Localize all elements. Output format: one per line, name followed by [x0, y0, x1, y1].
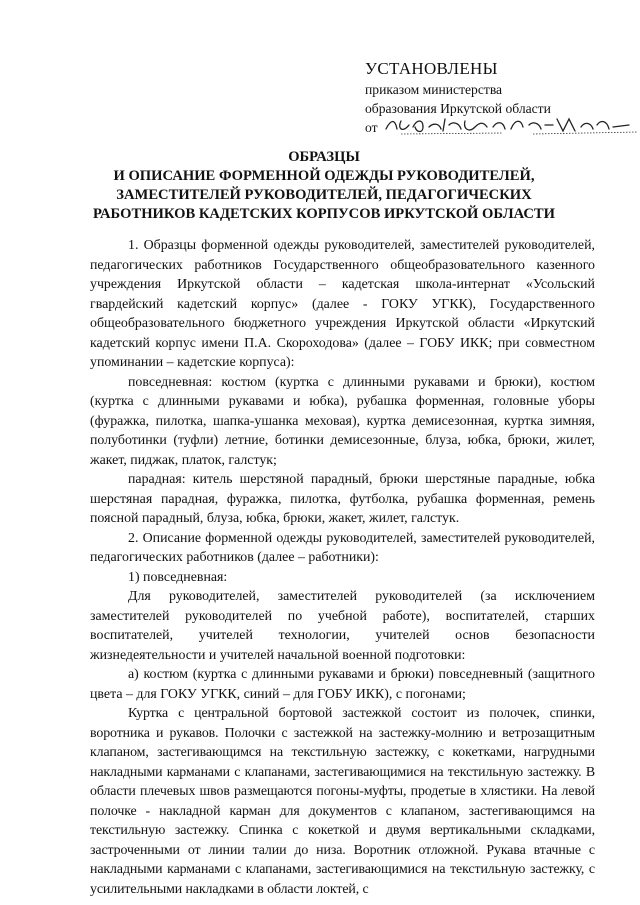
approval-heading: УСТАНОВЛЕНЫ [365, 59, 498, 78]
approval-block [365, 58, 635, 137]
title-line-3: ЗАМЕСТИТЕЛЕЙ РУКОВОДИТЕЛЕЙ, ПЕДАГОГИЧЕСКИХ [116, 187, 532, 203]
paragraph: повседневная: костюм (куртка с длинными рукавами и брюки), костюм (куртка с длинными рукавами и юбка), рубашка форменная, головные уборы (фуражка, пилотка, шапка-ушанка меховая), куртка демисезонная, куртка зимняя, полуботинки (туфли) летние, ботинки демисезонные, блуза, юбка, брюки, жилет, жакет, пиджак, платок, галстук; [90, 374, 595, 468]
document-title [80, 148, 568, 224]
title-line-2: И ОПИСАНИЕ ФОРМЕННОЙ ОДЕЖДЫ РУКОВОДИТЕЛЕЙ, [113, 168, 535, 184]
approval-line-1: приказом министерства [365, 82, 503, 97]
paragraph: 2. Описание форменной одежды руководителей, заместителей руководителей, педагогических работников (далее – работники): [90, 530, 595, 565]
approval-from-prefix: от [365, 120, 378, 135]
title-line-4: РАБОТНИКОВ КАДЕТСКИХ КОРПУСОВ ИРКУТСКОЙ ОБЛАСТИ [92, 206, 556, 222]
approval-line-2: образования Иркутской области [365, 101, 551, 116]
paragraph: а) костюм (куртка с длинными рукавами и брюки) повседневный (защитного цвета – для ГОКУ УГКК, синий – для ГОБУ ИКК), с погонами; [90, 667, 595, 702]
title-line-1: ОБРАЗЦЫ [288, 149, 360, 165]
document-body [90, 236, 595, 899]
paragraph: 1) повседневная: [128, 569, 228, 585]
approval-date-line [365, 118, 635, 137]
paragraph: Куртка с центральной бортовой застежкой состоит из полочек, спинки, воротника и рукавов. Полочки с застежкой на застежку-молнию и ветрозащитным клапаном, застегивающимся на текстильную застежку, с кокетками, нагрудными накладными карманами с клапанами, застегивающимися на текстильную застежку. В области плечевых швов размещаются погоны-муфты, продетые в хлястики. На левой полочке - накладной карман для документов с клапаном, застегивающимся на текстильную застежку. Спинка с кокеткой и двумя вертикальными складками, застроченными от линии талии до низа. Воротник отложной. Рукава втачные с накладными карманами с клапанами, застегивающимися на текстильную застежку, с усилительными накладками в области локтей, с [90, 706, 595, 897]
paragraph: Для руководителей, заместителей руководителей (за исключением заместителей руководителей по учебной работе), воспитателей, старших воспитателей, учителей технологии, учителей основ безопасности жизнедеятельности и учителей начальной военной подготовки: [90, 589, 595, 663]
paragraph: 1. Образцы форменной одежды руководителей, заместителей руководителей, педагогических работников Государственного общеобразовательного казенного учреждения Иркутской области – кадетская школа-интернат «Усольский гвардейский кадетский корпус» (далее - ГОКУ УГКК), Государственного общеобразовательного бюджетного учреждения Иркутской области «Иркутский кадетский корпус имени П.А. Скороходова» (далее – ГОБУ ИКК; при совместном упоминании – кадетские корпуса): [90, 238, 595, 370]
handwritten-date-signature [383, 115, 640, 137]
paragraph: парадная: китель шерстяной парадный, брюки шерстяные парадные, юбка шерстяная парадная, фуражка, пилотка, футболка, рубашка форменная, ремень поясной парадный, блуза, юбка, брюки, жакет, жилет, галстук. [90, 472, 595, 526]
